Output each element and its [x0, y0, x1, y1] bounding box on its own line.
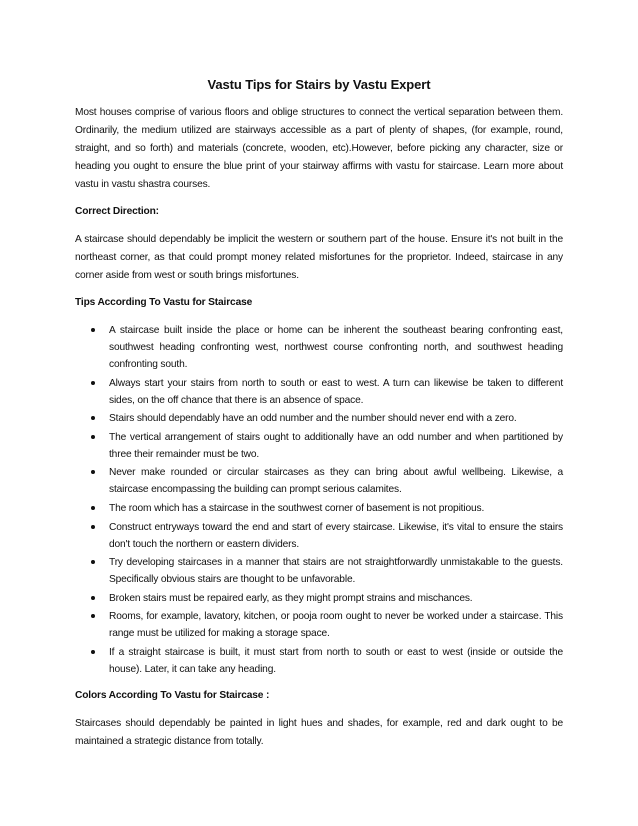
list-item-text: Never make rounded or circular staircases as they can bring about awful wellbeing. Likewise, a staircase encompassing the building can prompt serious calamites. — [109, 467, 563, 496]
list-item-text: If a straight staircase is built, it must start from north to south or east to west (inside or outside the house). Later, it can take any heading. — [109, 646, 563, 675]
list-item-text: Rooms, for example, lavatory, kitchen, or pooja room ought to never be worked under a staircase. This range must be utilized for making a storage space. — [109, 611, 563, 640]
bullet-icon — [91, 596, 95, 600]
document-page — [75, 76, 563, 760]
list-item — [75, 410, 563, 427]
bullet-icon — [91, 560, 95, 564]
bullet-icon — [91, 525, 95, 529]
correct-direction-paragraph: A staircase should dependably be implicit the western or southern part of the house. Ensure it's not built in the northeast corner, as that could prompt money related misfortunes for the proprietor. Indeed, staircase in any corner aside from west or south brings misfortunes. — [75, 234, 563, 281]
list-item-text: The room which has a staircase in the southwest corner of basement is not propitious. — [109, 502, 485, 514]
list-item-text: Stairs should dependably have an odd number and the number should never end with a zero. — [109, 413, 517, 425]
list-item — [75, 590, 563, 607]
list-item — [75, 500, 563, 517]
bullet-icon — [91, 381, 95, 385]
intro-paragraph: Most houses comprise of various floors and oblige structures to connect the vertical separation between them. Ordinarily, the medium utilized are stairways accessible as a part of plenty of shapes, (for example, round, straight, and so forth) and materials (concrete, wooden, etc).However, before picking any character, size or heading you ought to ensure the blue print of your stairway affirms with vastu for staircase. Learn more about vastu in vastu shastra courses. — [75, 107, 563, 190]
section-heading-colors: Colors According To Vastu for Staircase : — [75, 689, 270, 701]
list-item-text: A staircase built inside the place or home can be inherent the southeast bearing confronting east, southwest heading confronting west, northwest course confronting north, and southwest heading confronting south. — [109, 325, 563, 370]
list-item — [75, 554, 563, 588]
list-item — [75, 608, 563, 642]
tips-list — [75, 322, 563, 678]
list-item-text: Always start your stairs from north to south or east to west. A turn can likewise be taken to different sides, on the off chance that there is an absence of space. — [109, 377, 563, 406]
list-item — [75, 464, 563, 498]
list-item — [75, 429, 563, 463]
list-item-text: Broken stairs must be repaired early, as they might prompt strains and mischances. — [109, 592, 473, 604]
list-item — [75, 322, 563, 373]
bullet-icon — [91, 650, 95, 654]
list-item — [75, 644, 563, 678]
list-item-text: Construct entryways toward the end and start of every staircase. Likewise, it's vital to ensure the stairs don't touch the northern or eastern dividers. — [109, 521, 563, 550]
bullet-icon — [91, 506, 95, 510]
bullet-icon — [91, 470, 95, 474]
section-heading-correct-direction: Correct Direction: — [75, 206, 159, 217]
bullet-icon — [91, 435, 95, 439]
bullet-icon — [91, 328, 95, 332]
bullet-icon — [91, 614, 95, 618]
list-item-text: The vertical arrangement of stairs ought to additionally have an odd number and when partitioned by three their remainder must be two. — [109, 431, 563, 460]
document-title: Vastu Tips for Stairs by Vastu Expert — [207, 77, 431, 92]
list-item — [75, 519, 563, 553]
bullet-icon — [91, 416, 95, 420]
section-heading-tips: Tips According To Vastu for Staircase — [75, 297, 253, 308]
colors-paragraph: Staircases should dependably be painted in light hues and shades, for example, red and dark ought to be maintained a strategic distance from totally. — [75, 717, 563, 747]
list-item — [75, 375, 563, 409]
list-item-text: Try developing staircases in a manner that stairs are not straightforwardly unmistakable to the guests. Specifically obvious stairs are thought to be unfavorable. — [109, 557, 563, 586]
